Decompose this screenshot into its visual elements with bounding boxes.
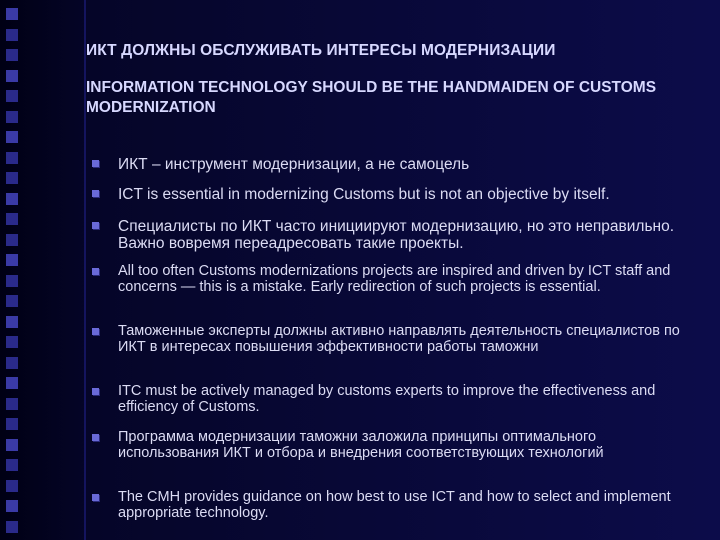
decorative-square [6, 70, 18, 82]
decorative-square [6, 521, 18, 533]
bullet-text: Программа модернизации таможни заложила принципы оптимального использования ИКТ и отбора и внедрения соответствующих технологий [118, 429, 604, 461]
square-bullet-icon [92, 328, 99, 335]
bullet-text: The CMH provides guidance on how best to use ICT and how to select and implement appropriate technology. [118, 489, 671, 521]
decorative-square [6, 418, 18, 430]
decorative-square [6, 275, 18, 287]
decorative-square [6, 152, 18, 164]
square-bullet-icon [92, 388, 99, 395]
decorative-square [6, 459, 18, 471]
decorative-square [6, 193, 18, 205]
decorative-square [6, 8, 18, 20]
decorative-square [6, 213, 18, 225]
square-bullet-icon [92, 434, 99, 441]
slide-title-english: INFORMATION TECHNOLOGY SHOULD BE THE HANDMAIDEN OF CUSTOMS MODERNIZATION [86, 79, 657, 116]
decorative-square [6, 254, 18, 266]
bullet-text: All too often Customs modernizations projects are inspired and driven by ICT staff and concerns — this is a mistake. Early redirection of such projects is essential. [118, 263, 671, 295]
decorative-square [6, 111, 18, 123]
slide-title-russian: ИКТ ДОЛЖНЫ ОБСЛУЖИВАТЬ ИНТЕРЕСЫ МОДЕРНИЗАЦИИ [86, 42, 556, 59]
decorative-square [6, 480, 18, 492]
decorative-square [6, 295, 18, 307]
decorative-square [6, 500, 18, 512]
square-bullet-icon [92, 222, 99, 229]
bullet-text: Специалисты по ИКТ часто инициируют модернизацию, но это неправильно. Важно вовремя переадресовать такие проекты. [118, 218, 675, 252]
square-bullet-icon [92, 494, 99, 501]
square-bullet-icon [92, 190, 99, 197]
decorative-square [6, 49, 18, 61]
decorative-square [6, 439, 18, 451]
square-bullet-icon [92, 160, 99, 167]
decorative-square [6, 90, 18, 102]
decorative-square [6, 29, 18, 41]
decorative-square [6, 398, 18, 410]
bullet-text: ITC must be actively managed by customs experts to improve the effectiveness and efficiency of Customs. [118, 383, 656, 415]
decorative-square [6, 377, 18, 389]
decorative-square [6, 234, 18, 246]
square-bullet-icon [92, 268, 99, 275]
decorative-square [6, 336, 18, 348]
decorative-square [6, 357, 18, 369]
bullet-text: ИКТ – инструмент модернизации, а не самоцель [118, 156, 470, 173]
decorative-square [6, 316, 18, 328]
decorative-square [6, 131, 18, 143]
bullet-text: Таможенные эксперты должны активно направлять деятельность специалистов по ИКТ в интересах повышения эффективности работы таможни [118, 323, 680, 355]
decorative-square-column [0, 0, 24, 540]
bullet-text: ICT is essential in modernizing Customs but is not an objective by itself. [118, 186, 610, 203]
decorative-square [6, 172, 18, 184]
